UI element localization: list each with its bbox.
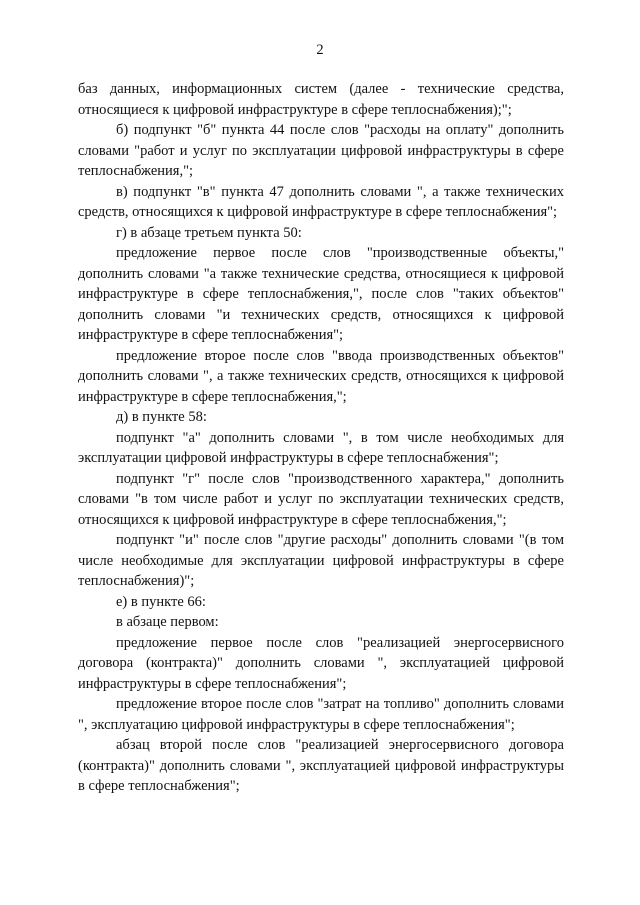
paragraph: е) в пункте 66: [116,593,206,610]
paragraph: д) в пункте 58: [116,409,207,425]
paragraph: предложение второе после слов "ввода производственных объектов" дополнить словами ", а также технических средств, относящихся к цифровой инфраструктуре в сфере теплоснабжения,"; [78,347,564,405]
paragraph: предложение второе после слов "затрат на топливо" дополнить словами ", эксплуатацию цифровой инфраструктуры в сфере теплоснабжения"; [78,696,564,733]
paragraph: подпункт "г" после слов "производственного характера," дополнить словами "в том числе работ и услуг по эксплуатации технических средств, относящихся к цифровой инфраструктуре в сфере теплоснабжения,"; [78,470,564,528]
paragraph: баз данных, информационных систем (далее - технические средства, относящиеся к цифровой инфраструктуре в сфере теплоснабжения);"; [78,81,564,118]
paragraph: в абзаце первом: [116,614,219,630]
paragraph: в) подпункт "в" пункта 47 дополнить словами ", а также технических средств, относящихся к цифровой инфраструктуре в сфере теплоснабжения"; [78,183,564,220]
paragraph: б) подпункт "б" пункта 44 после слов "расходы на оплату" дополнить словами "работ и услуг по эксплуатации цифровой инфраструктуры в сфере теплоснабжения,"; [78,122,564,179]
paragraph: подпункт "а" дополнить словами ", в том числе необходимых для эксплуатации цифровой инфраструктуры в сфере теплоснабжения"; [78,429,564,466]
paragraph: подпункт "и" после слов "другие расходы" дополнить словами "(в том числе необходимые для эксплуатации цифровой инфраструктуры в сфере теплоснабжения)"; [78,532,564,589]
paragraph: предложение первое после слов "реализацией энергосервисного договора (контракта)" дополнить словами ", эксплуатацией цифровой инфраструктуры в сфере теплоснабжения"; [78,634,564,692]
paragraph: г) в абзаце третьем пункта 50: [116,224,302,241]
document-body [78,79,564,797]
paragraph: абзац второй после слов "реализацией энергосервисного договора (контракта)" дополнить словами ", эксплуатацией цифровой инфраструктуры в сфере теплоснабжения"; [78,737,564,794]
page-number: 2 [316,42,324,58]
paragraph: предложение первое после слов "производственные объекты," дополнить словами "а также технические средства, относящиеся к цифровой инфраструктуре в сфере теплоснабжения,", после слов "таких объектов" дополнить словами "и технических средств, относящихся к цифровой инфраструктуре в сфере теплоснабжения"; [78,245,564,343]
